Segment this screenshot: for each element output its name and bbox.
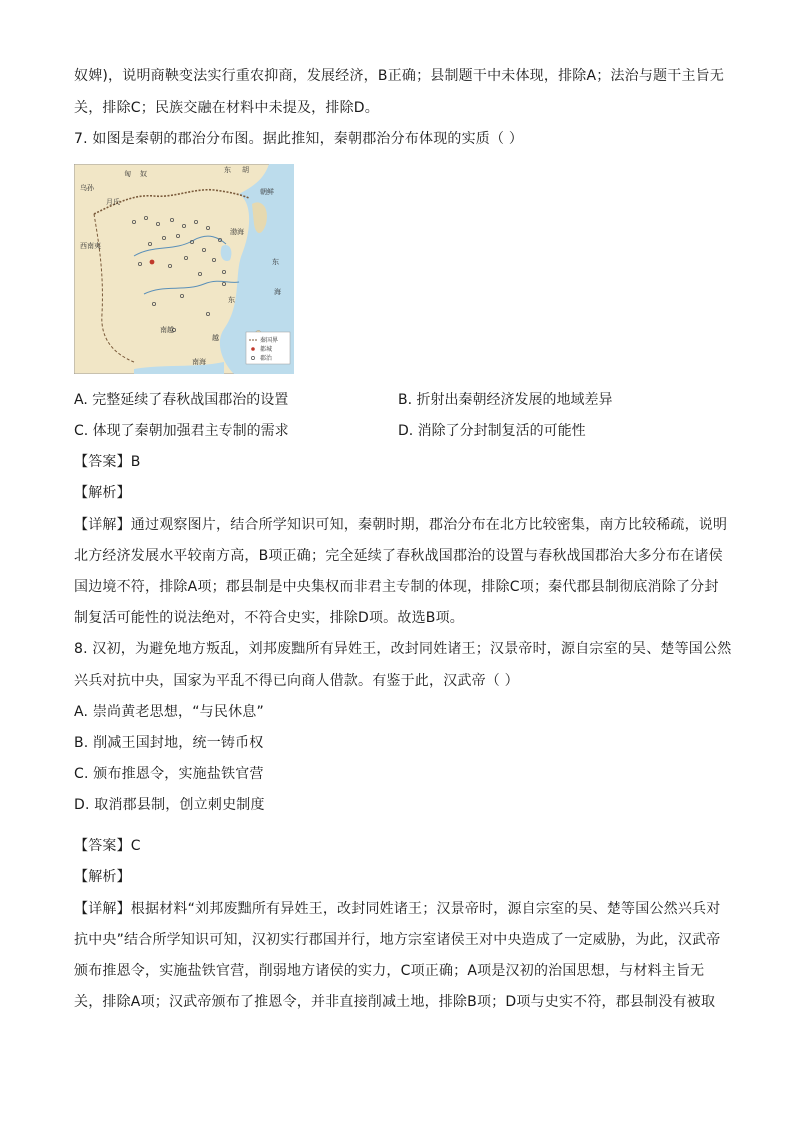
legend-commandery: 郡治 <box>260 355 273 362</box>
map-label-chaoxian: 朝鲜 <box>260 188 274 196</box>
map-label-nanhai: 南海 <box>192 358 206 366</box>
question-7-analysis-label: 【解析】 <box>74 485 131 501</box>
map-legend <box>246 332 290 364</box>
question-8-stem-line-1: 8. 汉初，为避免地方叛乱，刘邦废黜所有异姓王，改封同姓诸王；汉景帝时，源自宗室的吴、楚等国公然 <box>74 641 732 657</box>
question-7-option-b: B. 折射出秦朝经济发展的地域差异 <box>398 392 613 408</box>
map-label-xiongnu-1: 匈 <box>124 170 131 178</box>
capital-marker <box>150 260 155 265</box>
legend-border: 秦国界 <box>260 337 279 344</box>
question-7-option-a: A. 完整延续了春秋战国郡治的设置 <box>74 392 289 408</box>
question-8-option-c: C. 颁布推恩令，实施盐铁官营 <box>74 766 264 782</box>
question-7-option-d: D. 消除了分封制复活的可能性 <box>398 423 586 439</box>
question-7-detail-line-2: 北方经济发展水平较南方高，B项正确；完全延续了春秋战国郡治的设置与春秋战国郡治大多分布在诸侯 <box>74 548 723 564</box>
intro-line-2: 关，排除C；民族交融在材料中未提及，排除D。 <box>74 100 379 116</box>
map-label-dongyue: 东 <box>228 296 235 304</box>
map-label-donghu-2: 胡 <box>242 166 249 174</box>
question-7-answer: 【答案】B <box>74 454 141 470</box>
question-8-option-b: B. 削减王国封地，统一铸币权 <box>74 735 264 751</box>
map-label-yue: 越 <box>212 334 219 342</box>
map-label-hai: 海 <box>274 288 281 296</box>
map-label-yuezhi: 月氏 <box>106 198 120 206</box>
question-7-detail-line-4: 制复活可能性的说法绝对，不符合史实，排除D项。故选B项。 <box>74 610 464 626</box>
map-label-nanyue: 南越 <box>160 326 174 334</box>
intro-line-1: 奴婢)，说明商鞅变法实行重农抑商，发展经济，B正确；县制题干中未体现，排除A；法治与题干主旨无 <box>74 68 725 84</box>
question-8-stem-line-2: 兴兵对抗中央，国家为平乱不得已向商人借款。有鉴于此，汉武帝（ ） <box>74 673 519 689</box>
question-7-option-c: C. 体现了秦朝加强君主专制的需求 <box>74 423 289 439</box>
question-8-analysis-label: 【解析】 <box>74 869 131 885</box>
question-8-detail-line-1: 【详解】根据材料“刘邦废黜所有异姓王，改封同姓诸王；汉景帝时，源自宗室的吴、楚等国公然兴兵对 <box>74 901 721 917</box>
question-7-stem: 7. 如图是秦朝的郡治分布图。据此推知，秦朝郡治分布体现的实质（ ） <box>74 131 524 147</box>
question-8-option-d: D. 取消郡县制，创立刺史制度 <box>74 797 265 813</box>
legend-capital: 都城 <box>260 346 273 353</box>
question-7-detail-line-1: 【详解】通过观察图片，结合所学知识可知，秦朝时期，郡治分布在北方比较密集，南方比较稀疏，说明 <box>74 517 728 533</box>
question-8-option-a: A. 崇尚黄老思想，“与民休息” <box>74 704 264 720</box>
map-label-xiongnu-2: 奴 <box>140 170 147 178</box>
map-label-dong: 东 <box>272 258 279 266</box>
question-8-answer: 【答案】C <box>74 838 141 854</box>
question-7-detail-line-3: 国边境不符，排除A项；郡县制是中央集权而非君主专制的体现，排除C项；秦代郡县制彻底消除了分封 <box>74 579 719 595</box>
question-8-detail-line-4: 关，排除A项；汉武帝颁布了推恩令，并非直接削减土地，排除B项；D项与史实不符，郡县制没有被取 <box>74 994 716 1010</box>
map-label-bohai: 渤海 <box>230 228 244 236</box>
qin-commandery-map <box>74 164 294 374</box>
question-8-detail-line-3: 颁布推恩令，实施盐铁官营，削弱地方诸侯的实力，C项正确；A项是汉初的治国思想，与材料主旨无 <box>74 963 705 979</box>
map-label-wusun: 乌孙 <box>80 184 94 192</box>
map-label-xinan: 西南夷 <box>80 242 101 250</box>
question-8-detail-line-2: 抗中央”结合所学知识可知，汉初实行郡国并行，地方宗室诸侯王对中央造成了一定威胁，为此，汉武帝 <box>74 932 721 948</box>
map-label-donghu-1: 东 <box>224 166 231 174</box>
